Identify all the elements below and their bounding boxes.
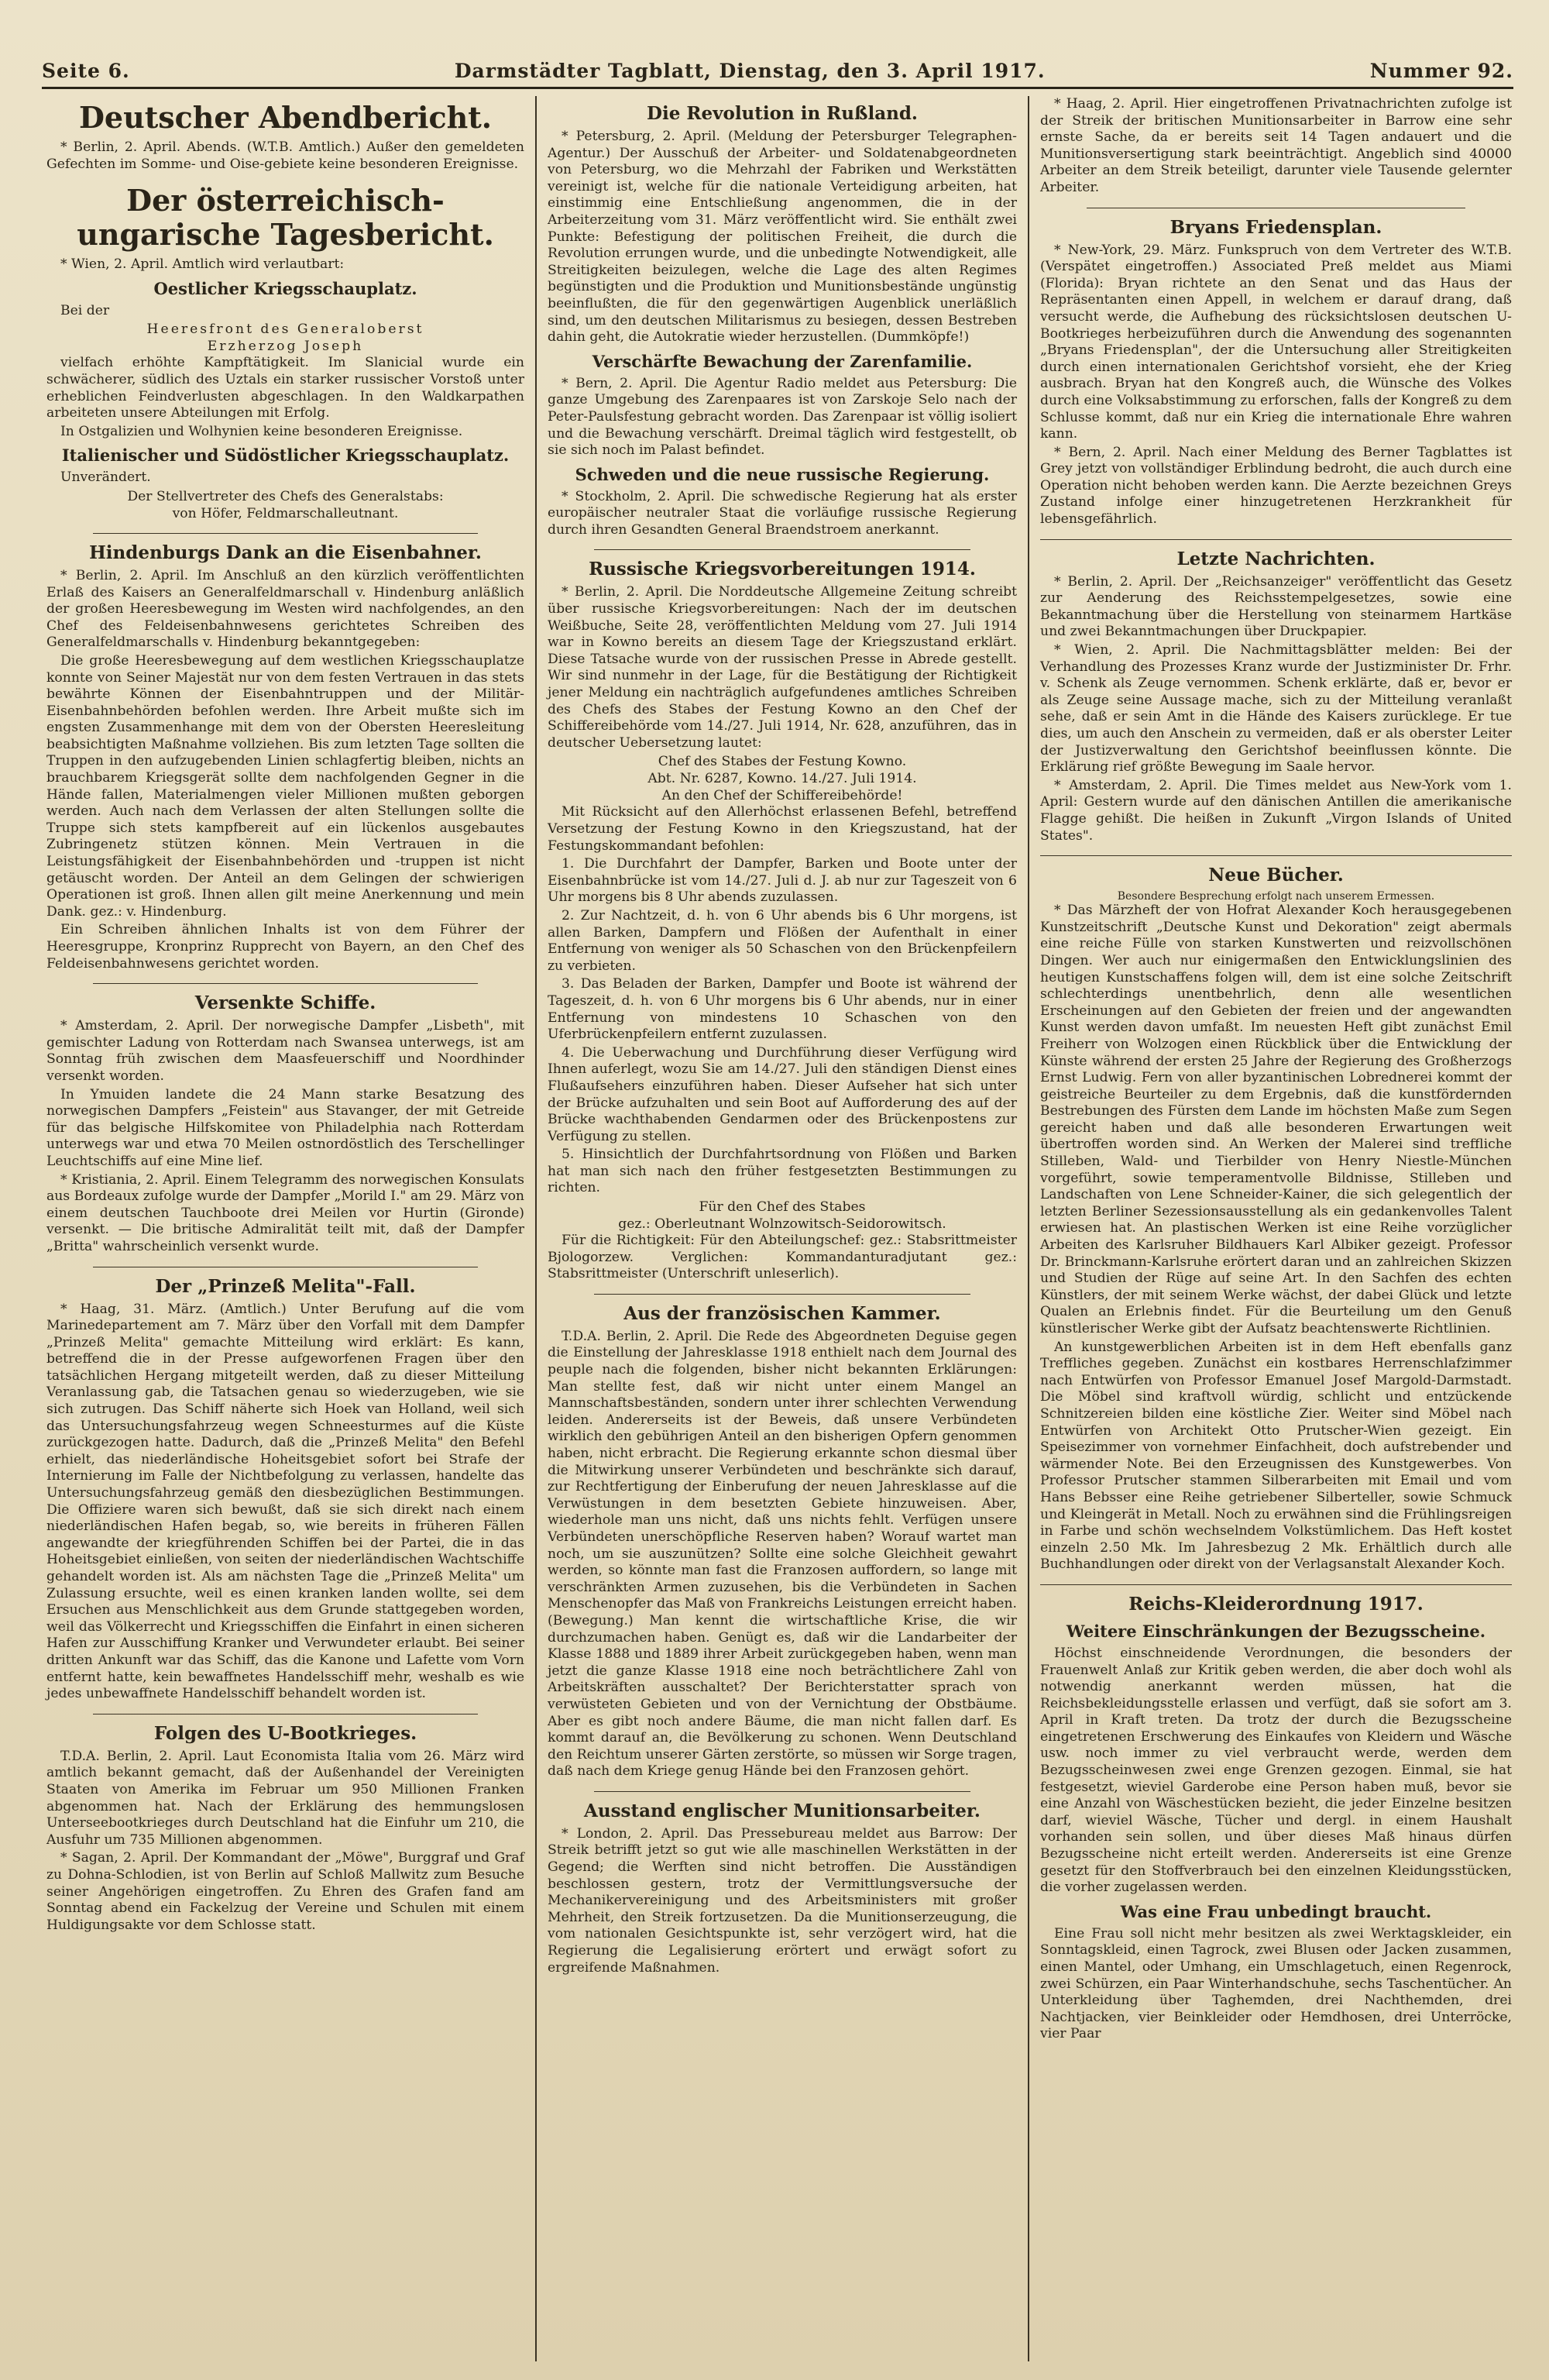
centered-line: Heeresfront des Generaloberst — [146, 322, 424, 338]
column-2 — [537, 96, 1029, 2361]
headline: Folgen des U-Bootkrieges. — [153, 1722, 417, 1744]
centered-line: Für den Chef des Stabes — [699, 1199, 866, 1216]
subheading: Verschärfte Bewachung der Zarenfamilie. — [592, 351, 973, 371]
paragraph: T.D.A. Berlin, 2. April. Laut Economista Italia vom 26. März wird amtlich bekannt gemacht, daß der Außenhandel der Vereinigten Staaten von Amerika im Februar um 950 Millionen Franken abgenommen hat. Nach der Erklärung des hemmungslosen Unterseebootkrieges durch Deutschland hat die Einfuhr um 210, die Ausfuhr um 735 Millionen abgenommen. — [46, 1748, 524, 1848]
divider — [594, 1791, 970, 1792]
paragraph: * Haag, 2. April. Hier eingetroffenen Privatnachrichten zufolge ist der Streik der britischen Munitionsarbeiter in Barrow eine sehr ernste Sache, da er bereits seit 14 Tagen andauert und die Munitionsversertigung stark beeinträchtigt. Angeblich sind 40000 Arbeiter an dem Streik beteiligt, darunter viele Tausende gelernter Arbeiter. — [1040, 96, 1512, 195]
paragraph: * New-York, 29. März. Funkspruch von dem Vertreter des W.T.B. (Verspätet eingetroffen.) Associated Preß meldet aus Miami (Florida): Bryan richtete an den Senat und das Haus der Repräsentanten einen Appell, in welchem er darauf drang, daß versucht werde, die Aufhebung des rücksichtslosen deutschen U-Bootkrieges herbeizuführen durch die Anwendung des sogenannten „Bryans Friedensplan", der die Untersuchung aller Streitigkeiten durch einen internationalen Gerichtshof vorsieht, ehe der Krieg ausbrach. Bryan hat den Kongreß auch, die Wünsche des Volkes durch eine Volksabstimmung zu erforschen, falls der Kongreß zu dem Schlusse kommt, daß nur ein Krieg die internationale Ehre wahren kann. — [1040, 242, 1512, 442]
article-oesterreich — [46, 184, 524, 522]
paragraph: Die große Heeresbewegung auf dem westlichen Kriegsschauplatze konnte von Seiner Majestät nur von dem festen Vertrauen in das stets bewährte Können der Eisenbahntruppen und der Militär-Eisenbahnbehörden befohlen werden. Ihre Arbeit mußte sich im engsten Zusammenhange mit dem von der Obersten Heeresleitung beabsichtigten Maßnahme vollziehen. Bis zum letzten Tage sollten die Truppen in den aufzugebenden Linien schlagfertig bleiben, nichts an brauchbarem Kriegsgerät sollte dem nachfolgenden Gegner in die Hände fallen, Materialmengen vieler Millionen mußten geborgen werden. Auch nach dem Verlassen der alten Stellungen sollte die Truppe sich stets kampfbereit auf ein lückenlos ausgebautes Zubringenetz stützen können. Mein Vertrauen in die Leistungsfähigkeit der Eisenbahnbehörden und -truppen ist nicht getäuscht worden. Der Anteil an dem Gelingen der schwierigen Operationen ist groß. Ihnen allen gilt meine Anerkennung und mein Dank. gez.: v. Hindenburg. — [46, 652, 524, 920]
article-versenkte-schiffe — [46, 992, 524, 1255]
article-letzte-nachrichten — [1040, 548, 1512, 845]
paragraph: 5. Hinsichtlich der Durchfahrtsordnung von Flößen und Barken hat man sich nach den früher festgesetzten Bestimmungen zu richten. — [548, 1147, 1017, 1196]
paragraph: * Berlin, 2. April. Abends. (W.T.B. Amtlich.) Außer den gemeldeten Gefechten im Somme- und Oise-gebiete keine besonderen Ereignisse. — [46, 139, 524, 172]
subheading: Oestlicher Kriegsschauplatz. — [153, 278, 417, 298]
paragraph: vielfach erhöhte Kampftätigkeit. Im Slanicial wurde ein schwächerer, südlich des Uztals ein starker russischer Vorstoß unter erheblichen Feindverlusten abgeschlagen. In den Waldkarpathen arbeiteten unsere Abteilungen mit Erfolg. — [46, 355, 524, 421]
paragraph: Höchst einschneidende Verordnungen, die besonders der Frauenwelt Anlaß zur Kritik geben werden, die aber doch wohl als notwendig anerkannt werden müssen, hat die Reichsbekleidungsstelle erlassen und verfügt, daß sie sofort am 3. April in Kraft treten. Da trotz der durch die Bezugsscheine eingetretenen Erschwerung des Einkaufes von Kleidern und Wäsche usw. noch immer zu viel verbraucht werde, werden dem Bezugsscheinwesen zwei enge Grenzen gezogen. Einmal, sie hat festgesetzt, wieviel Garderobe eine Person haben muß, bevor sie eine Anzahl von Wäschestücken bezieht, die jeder Einzelne besitzen darf, wieviel Wäsche, Tücher und dergl. in einem Haushalt vorhanden sein sollen, und über dieses Maß hinaus dürfen Bezugsscheine nicht erteilt werden. Andererseits ist eine Grenze gesetzt für den Stoffverbrauch bei den einzelnen Kleidungsstücken, die vorher zugelassen werden. — [1040, 1645, 1512, 1896]
article-uboot — [46, 1722, 524, 1935]
paragraph: In Ostgalizien und Wolhynien keine besonderen Ereignisse. — [60, 423, 463, 439]
divider — [1040, 539, 1512, 540]
paragraph: * Berlin, 2. April. Die Norddeutsche Allgemeine Zeitung schreibt über russische Kriegsvorbereitungen: Nach der im deutschen Weißbuche, Seite 28, veröffentlichten Meldung vom 27. Juli 1914 war in Kowno bereits an diesem Tage der Kriegszustand erklärt. Diese Tatsache wurde von der russischen Presse in Abrede gestellt. Wir sind nunmehr in der Lage, für die Bestätigung der Richtigkeit jener Meldung ein nachträglich aufgefundenes amtliches Schreiben des Chefs des Stabes der Festung Kowno an den Chef der Schiffereibehörde vom 14./27. Juli 1914, Nr. 628, anzuführen, das in deutscher Uebersetzung lautet: — [548, 584, 1017, 751]
headline: Ausstand englischer Munitionsarbeiter. — [584, 1800, 981, 1821]
divider — [594, 1294, 970, 1295]
paragraph: * Amsterdam, 2. April. Der norwegische Dampfer „Lisbeth", mit gemischter Ladung von Rotterdam nach Swansea unterwegs, ist am Sonntag früh zwischen dem Maasfeuerschiff und Noordhinder versenkt worden. — [46, 1018, 524, 1084]
divider — [1040, 855, 1512, 856]
paragraph: * Wien, 2. April. Die Nachmittagsblätter melden: Bei der Verhandlung des Prozesses Kranz wurde der Justizminister Dr. Frhr. v. Schenk als Zeuge vernommen. Schenk erklärte, daß er, bevor er als Zeuge seine Aussage mache, sich zu der Mitteilung veranlaßt sehe, daß er sein Amt in die Hände des Kaisers zurücklege. Er tue dies, um auch den Anschein zu vermeiden, daß er als oberster Leiter der Justizverwaltung den Gerichtshof beeinflussen könnte. Die Erklärung rief größte Bewegung im Saale hervor. — [1040, 642, 1512, 776]
divider — [93, 533, 478, 534]
columns — [36, 96, 1523, 2361]
paragraph: Ein Schreiben ähnlichen Inhalts ist von dem Führer der Heeresgruppe, Kronprinz Rupprecht von Bayern, an den Chef des Feldeisenbahnwesens gerichtet worden. — [46, 922, 524, 972]
subheading: Weitere Einschränkungen der Bezugsscheine. — [1066, 1621, 1486, 1641]
paragraph: * Amsterdam, 2. April. Die Times meldet aus New-York vom 1. April: Gestern wurde auf den dänischen Antillen die amerikanische Flagge gehißt. Die heißen in Zukunft „Virgon Islands of United States". — [1040, 777, 1512, 844]
masthead — [42, 54, 1513, 89]
subheading: Was eine Frau unbedingt braucht. — [1120, 1901, 1432, 1921]
article-kriegsvorbereitungen — [548, 558, 1017, 1282]
article-ausstand — [548, 1800, 1017, 1976]
dateline: * Wien, 2. April. Amtlich wird verlautbart: — [60, 256, 345, 273]
column-3 — [1029, 96, 1523, 2361]
paragraph: * London, 2. April. Das Pressebureau meldet aus Barrow: Der Streik betrifft jetzt so gut wie alle maschinellen Werkstätten in der Gegend; die Werften sind nicht betroffen. Die Ausständigen beschlossen gestern, trotz der Vermittlungsversuche der Mechanikervereinigung und des Arbeitsministers mit großer Mehrheit, den Streik fortzusetzen. Da die Munitionserzeugung, die vom nationalen Gesichtspunkte ist, sehr verzögert wird, hat die Regierung die Legalisierung erörtert und erwägt sofort zu ergreifende Maßnahmen. — [548, 1825, 1017, 1976]
signature: von Höfer, Feldmarschalleutnant. — [172, 505, 399, 521]
headline: Der österreichisch-ungarische Tagesbericht. — [77, 183, 494, 253]
paragraph: * Bern, 2. April. Die Agentur Radio meldet aus Petersburg: Die ganze Umgebung des Zarenpaares ist von Zarskoje Selo nach der Peter-Paulsfestung gebracht worden. Das Zarenpaar ist völlig isoliert und die Bewachung verschärft. Dreimal täglich wird festgestellt, ob sie sich noch im Palast befindet. — [548, 375, 1017, 459]
article-hindenburg — [46, 542, 524, 972]
paragraph: 3. Das Beladen der Barken, Dampfer und Boote ist während der Tageszeit, d. h. von 6 Uhr morgens bis 6 Uhr abends, nur in einer Entfernung von mindestens 10 Schaschen von den Uferbrückenpfeilern entfernt zuzulassen. — [548, 976, 1017, 1043]
headline: Aus der französischen Kammer. — [623, 1302, 941, 1324]
paragraph: * Das Märzheft der von Hofrat Alexander Koch herausgegebenen Kunstzeitschrift „Deutsche Kunst und Dekoration" zeigt abermals eine reiche Fülle von starken Kunstwerten und reizvollschönen Dingen. Wer auch nur einigermaßen den Entwicklungslinien des heutigen Kunstschaffens folgen will, dem ist eine solche Zeitschrift schlechterdings unentbehrlich, denn alle wesentlichen Erscheinungen auf den Gebieten der freien und der angewandten Kunst werden davon umfaßt. Im neuesten Heft gibt zunächst Emil Freiherr von Wolzogen einen Rückblick über die Entwicklung der Künste während der ersten 25 Jahre der Regierung des Großherzogs Ernst Ludwig. Fern von aller byzantinischen Lobrednerei kommt der geistreiche Beurteiler zu dem Ergebnis, daß die kunstfördernden Bestrebungen des Fürsten dem Lande im höchsten Maße zum Segen gereicht haben und daß alle besonderen Erwartungen weit übertroffen worden sind. An Werken der Malerei sind treffliche Stilleben, Wald- und Tierbilder von Henry Niestle-München vorgeführt, sowie temperamentvolle Bildnisse, Stilleben und Landschaften von Lene Schneider-Kainer, die sich gelegentlich der letzten Berliner Sezessionsausstellung als ein gedankenvolles Talent erwiesen hat. An plastischen Werken ist eine Reihe vorzüglicher Arbeiten des Karlsruher Bildhauers Karl Albiker gezeigt. Professor Dr. Brinckmann-Karlsruhe erörtert daran und an zahlreichen Skizzen und Studien der Rüge auf seine Art. In den Sachfen des echten Künstlers, der mit seinem Werke wächst, der dabei Glück und letzte Qualen an Erlebnis findet. Für die Beurteilung um den Genuß künstlerischer Werke gibt der Aufsatz beachtenswerte Richtlinien. — [1040, 903, 1512, 1336]
paragraph: * Stockholm, 2. April. Die schwedische Regierung hat als erster europäischer neutraler Staat die vorläufige russische Regierung durch ihren Gesandten General Braendstroem anerkannt. — [548, 488, 1017, 538]
centered-line: An den Chef der Schiffereibehörde! — [661, 788, 903, 804]
paragraph: 1. Die Durchfahrt der Dampfer, Barken und Boote unter der Eisenbahnbrücke ist vom 14./27. Juli d. J. ab nur zur Tageszeit von 6 Uhr morgens bis 8 Uhr abends zuzulassen. — [548, 856, 1017, 906]
paragraph: * Sagan, 2. April. Der Kommandant der „Möwe", Burggraf und Graf zu Dohna-Schlodien, ist von Berlin auf Schloß Mallwitz zum Besuche seiner Angehörigen eingetroffen. Zu Ehren des Grafen fand am Sonntag abend ein Fackelzug der Vereine und Schulen mit einem Huldigungsakte vor dem Schlosse statt. — [46, 1850, 524, 1933]
headline: Neue Bücher. — [1208, 865, 1344, 886]
article-kleiderordnung — [1040, 1593, 1512, 2043]
headline: Hindenburgs Dank an die Eisenbahner. — [89, 542, 482, 563]
issue-number: Nummer 92. — [1369, 59, 1513, 82]
paragraph: Mit Rücksicht auf den Allerhöchst erlassenen Befehl, betreffend Versetzung der Festung Kowno in den Kriegszustand, hat der Festungskommandant befohlen: — [548, 804, 1017, 854]
article-bryan — [1040, 216, 1512, 528]
paragraph: * Kristiania, 2. April. Einem Telegramm des norwegischen Konsulats aus Bordeaux zufolge wurde der Dampfer „Morild I." am 29. März von einem deutschen Tauchboote drei Meilen vor Hurtin (Gironde) versenkt. — Die britische Admiralität teilt mit, daß der Dampfer „Britta" wahrscheinlich versenkt wurde. — [46, 1171, 524, 1254]
paragraph: Eine Frau soll nicht mehr besitzen als zwei Werktagskleider, ein Sonntagskleid, einen Tagrock, zwei Blusen oder Jacken zusammen, einen Mantel, oder Umhang, ein Umschlagetuch, einen Regenrock, zwei Schürzen, ein Paar Winterhandschuhe, sechs Taschentücher. An Unterkleidung über Taghemden, drei Nachthemden, drei Nachtjacken, vier Beinkleider oder Hemdhosen, drei Unterröcke, vier Paar — [1040, 1925, 1512, 2042]
centered-line: Abt. Nr. 6287, Kowno. 14./27. Juli 1914. — [647, 771, 917, 787]
paragraph: In Ymuiden landete die 24 Mann starke Besatzung des norwegischen Dampfers „Feistein" aus Stavanger, der mit Getreide für das belgische Hilfskomitee von Philadelphia nach Rotterdam unterwegs war und etwa 70 Meilen ostnordöstlich des Terschellinger Leuchtschiffs auf eine Mine lief. — [46, 1086, 524, 1169]
article-franz-kammer — [548, 1302, 1017, 1780]
divider — [594, 549, 970, 550]
divider — [1040, 1584, 1512, 1585]
headline: Versenkte Schiffe. — [194, 992, 376, 1014]
paragraph: Bei der — [60, 302, 110, 318]
paragraph: 2. Zur Nachtzeit, d. h. von 6 Uhr abends bis 6 Uhr morgens, ist allen Barken, Dampfern und Flößen der Aufenthalt in einer Entfernung von weniger als 50 Schaschen von den Brückenpfeilern zu verbieten. — [548, 907, 1017, 974]
headline: Reichs-Kleiderordnung 1917. — [1128, 1593, 1424, 1615]
paragraph: * Petersburg, 2. April. (Meldung der Petersburger Telegraphen-Agentur.) Der Ausschuß der Arbeiter- und Soldatenabgeordneten von Petersburg, wo die Mehrzahl der Fabriken und Werkstätten vereinigt ist, welche für die nationale Verteidigung arbeiten, hat einstimmig eine Entschließung angenommen, die in der Arbeiterzeitung vom 31. März veröffentlicht wird. Sie enthält zwei Punkte: Befestigung der politischen Freiheit, die durch die Revolution errungen wurde, und die unbedingte Notwendigkeit, alle Streitigkeiten beizulegen, welche die Lage des alten Regimes begünstigten und die Produktion und Munitionsbestände ungünstig beeinflußten, die für den gegenwärtigen Augenblick unerläßlich sind, um den deutschen Militarismus zu besiegen, dessen Bestreben dahin geht, die Autokratie wieder herzustellen. (Dummköpfe!) — [548, 129, 1017, 346]
paragraph: 4. Die Ueberwachung und Durchführung dieser Verfügung wird Ihnen auferlegt, wozu Sie am 14./27. Juli den ständigen Dienst eines Flußaufsehers einzuführen haben. Dieser Aufseher hat sich unter der Brücke aufzuhalten und sein Boot auf Aufforderung des auf der Brücke wachthabenden Gendarmen oder des Brückenpostens zur Verfügung zu stellen. — [548, 1044, 1017, 1144]
article-prinzess-melita — [46, 1275, 524, 1703]
centered-line: gez.: Oberleutnant Wolnzowitsch-Seidorowitsch. — [618, 1216, 946, 1233]
headline: Der „Prinzeß Melita"-Fall. — [155, 1275, 416, 1297]
paragraph: An kunstgewerblichen Arbeiten ist in dem Heft ebenfalls ganz Treffliches gegeben. Zunächst ein kostbares Herrenschlafzimmer nach Entwürfen von Professor Emanuel Josef Margold-Darmstadt. Die Möbel sind kraftvoll würdig, schlicht und entzückende Schnitzereien bilden eine köstliche Zier. Weiter sind Möbel nach Entwürfen von Architekt Otto Prutscher-Wien gezeigt. Ein Speisezimmer von vornehmer Einfachheit, doch aufstrebender und wärmender Note. Bei den Erzeugnissen des Kunstgewerbes. Von Professor Prutscher stammen Silberarbeiten mit Email und vom Hans Bebsser eine Reihe getriebener Silberteller, sowie Schmuck und Kleingerät in Metall. Noch zu erwähnen sind die Frühlingsreigen in Farbe und schön wechselndem Volkstümlichem. Das Heft kostet einzeln 2.50 Mk. Im Jahresbezug 2 Mk. Erhältlich durch alle Buchhandlungen oder direkt von der Verlagsanstalt Alexander Koch. — [1040, 1339, 1512, 1573]
headline: Deutscher Abendbericht. — [78, 100, 493, 135]
article-neue-buecher — [1040, 864, 1512, 1573]
newspaper-title: Darmstädter Tagblatt, Dienstag, den 3. April 1917. — [454, 59, 1046, 82]
paragraph: Für die Richtigkeit: Für den Abteilungschef: gez.: Stabsrittmeister Bjologorzew. Verglichen: Kommandanturadjutant gez.: Stabsrittmeister (Unterschrift unleserlich). — [548, 1233, 1017, 1282]
headline: Letzte Nachrichten. — [1176, 548, 1376, 569]
article-revolution — [548, 102, 1017, 538]
centered-line: Erzherzog Joseph — [207, 339, 364, 355]
article-abendbericht — [46, 101, 524, 173]
paragraph: T.D.A. Berlin, 2. April. Die Rede des Abgeordneten Deguise gegen die Einstellung der Jahresklasse 1918 enthielt nach dem Journal des peuple nach die folgenden, bisher nicht bekannten Erklärungen: Man stellte fest, daß wir nicht unter einem Mangel an Mannschaftsbeständen, sondern unter ihrer schlechten Verwendung leiden. Andererseits ist der Beweis, daß unsere Verbündeten wirklich den gebührigen Anteil an den bisherigen Opfern genommen haben, nicht erbracht. Die Regierung erkannte schon diesmal über die Mitwirkung unserer Verbündeten und beschränkte sich darauf, zur Rechtfertigung der Einberufung der neuen Jahresklasse auf die Verwüstungen in dem besetzten Gebiete hinzuweisen. Aber, wiederhole man uns nicht, daß uns nichts fehlt. Verfügen unsere Verbündeten unerschöpfliche Reserven haben? Worauf wartet man noch, um sie auszunützen? Sollte eine solche Gleichheit gewahrt werden, so könnte man fast die Franzosen auffordern, so lange mit verschränkten Armen zuzusehen, bis die Verbündeten in Sachen Menschenopfer das Maß von Frankreichs Leistungen erreicht haben. (Bewegung.) Man kennt die wirtschaftliche Krise, die wir durchzumachen haben. Genügt es, daß wir die Landarbeiter der Klasse 1888 und 1889 ihrer Arbeit zurückgegeben haben, wenn man jetzt die ganze Klasse 1918 eine noch beträchtlichere Zahl von Arbeitskräften ausschaltet? Der Berichterstatter sprach von verwüsteten Gebieten und von der Vernichtung der Obstbäume. Aber es gibt noch andere Bäume, die man nicht fallen darf. Es kommt darauf an, die Bevölkerung zu schonen. Wenn Deutschland den Reichtum unserer Gärten zerstörte, so müssen wir Sorge tragen, daß nach dem Kriege genug Hände bei den Franzosen gehört. — [548, 1328, 1017, 1780]
column-1 — [36, 96, 537, 2361]
paragraph: Unverändert. — [60, 469, 151, 486]
divider — [93, 983, 478, 984]
centered-line: Chef des Stabes der Festung Kowno. — [658, 754, 907, 770]
subheading: Besondere Besprechung erfolgt nach unserem Ermessen. — [1117, 890, 1435, 903]
headline: Die Revolution in Rußland. — [647, 103, 918, 124]
paragraph: * Berlin, 2. April. Im Anschluß an den kürzlich veröffentlichten Erlaß des Kaisers an Generalfeldmarschall v. Hindenburg anläßlich der großen Heeresbewegung im Westen wird nachfolgendes, an den Chef des Feldeisenbahnwesens gerichtetes Schreiben des Generalfeldmarschalls v. Hindenburg bekanntgegeben: — [46, 567, 524, 651]
subheading: Italienischer und Südöstlicher Kriegsschauplatz. — [61, 445, 510, 466]
paragraph: * Bern, 2. April. Nach einer Meldung des Berner Tagblattes ist Grey jetzt von vollständiger Erblindung bedroht, die auch durch eine Operation nicht behoben werden kann. Die Aerzte bezeichnen Greys Zustand infolge einer hinzugetretenen Herzkrankheit für lebensgefährlich. — [1040, 444, 1512, 528]
article-continued — [1040, 96, 1512, 197]
headline: Bryans Friedensplan. — [1169, 216, 1382, 238]
paragraph: * Berlin, 2. April. Der „Reichsanzeiger" veröffentlicht das Gesetz zur Aenderung des Reichsstempelgesetzes, sowie eine Bekanntmachung über die Herstellung von steinarmem Hartkäse und zwei Bekanntmachungen über Druckpapier. — [1040, 573, 1512, 640]
signature: Der Stellvertreter des Chefs des Generalstabs: — [127, 488, 444, 504]
subheading: Schweden und die neue russische Regierung. — [575, 464, 990, 484]
headline: Russische Kriegsvorbereitungen 1914. — [589, 559, 976, 580]
paragraph: * Haag, 31. März. (Amtlich.) Unter Berufung auf die vom Marinedepartement am 7. März über den Vorfall mit dem Dampfer „Prinzeß Melita" gemachte Mitteilung wird erklärt: Es kann, betreffend die in der Presse aufgeworfenen Fragen über den tatsächlichen Hergang mitgeteilt werden, daß zu dieser Mitteilung Veranlassung gab, die Tatsachen genau so wiederzugeben, wie sie sich zutrugen. Das Schiff näherte sich Hoek van Holland, weil sich das Untersuchungsfahrzeug wegen Schneesturmes auf die Küste zurückgezogen hatte. Dadurch, daß die „Prinzeß Melita" den Befehl erhielt, das niederländische Hoheitsgebiet sofort bei Strafe der Internierung im Falle der Nichtbefolgung zu verlassen, handelte das Untersuchungsfahrzeug gemäß den diesbezüglichen Bestimmungen. Die Offiziere waren sich bewußt, daß sie sich direkt nach einem niederländischen Hafen begab, so, wie bereits in früheren Fällen angewandte der kriegführenden Schiffen bei der Partei, die in das Hoheitsgebiet einließen, von seiten der niederländischen Wachtschiffe gehandelt worden ist. Als am nächsten Tage die „Prinzeß Melita" um Zulassung ersuchte, weil es einen kranken landen wollte, sei dem Ersuchen aus Menschlichkeit aus dem Grunde stattgegeben worden, weil das Völkerrecht und Kriegsschiffen die Einfahrt in einen sicheren Hafen zur Ausschiffung Kranker und Verwundeter erlaubt. Bei seiner dritten Ankunft war das Schiff, das die Kanone und Lafette vom Vorn entfernt hatte, kein bewaffnetes Handelsschiff mehr, weshalb es wie jedes unbewaffnete Handelsschiff behandelt worden ist. — [46, 1301, 524, 1702]
page-number: Seite 6. — [42, 59, 130, 82]
